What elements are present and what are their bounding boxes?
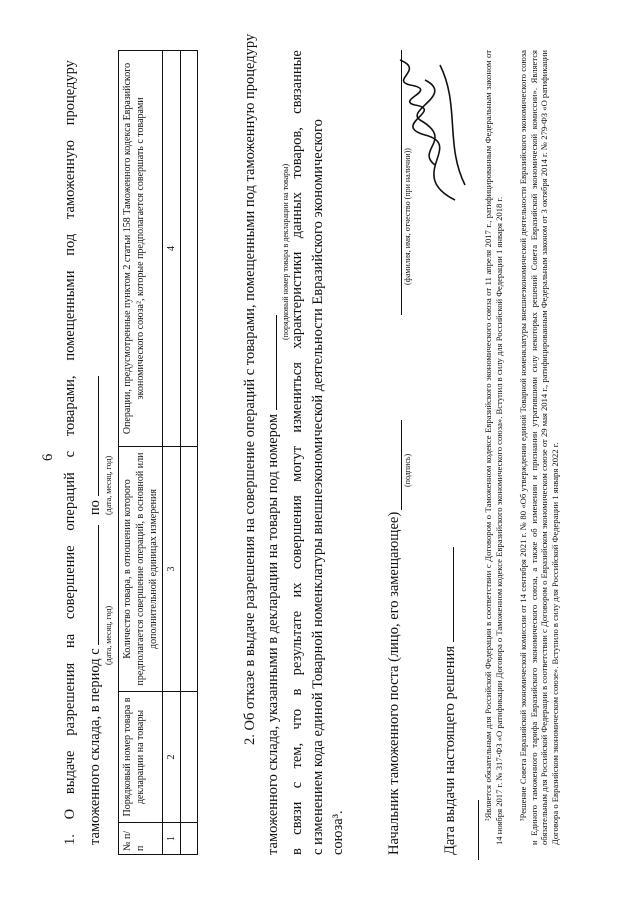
word: О (62, 808, 78, 820)
table-column-number-row (163, 51, 181, 855)
name-hint: (фамилия, имя, отчество (при наличии)) (403, 148, 412, 285)
table-cell[interactable] (181, 51, 198, 447)
word: могут (289, 445, 305, 482)
word: связанные (289, 50, 305, 114)
column-number: 4 (163, 51, 181, 447)
date-issue-field[interactable] (441, 547, 454, 642)
signature-title: Начальник таможенного поста (лицо, его замещающее) (386, 511, 402, 855)
word: результате (289, 610, 305, 676)
word: в (289, 848, 305, 855)
page-number: 6 (40, 453, 56, 461)
word: характеристики (289, 251, 305, 349)
word: выдаче (62, 750, 78, 795)
word: с (62, 450, 78, 458)
word: таможенную (62, 140, 78, 219)
goods-table (118, 50, 198, 855)
word: процедуру (62, 60, 78, 126)
period-prefix: таможенного склада, в период с (87, 648, 103, 845)
date-to-field[interactable] (86, 376, 99, 496)
word: в (289, 688, 305, 696)
word: их (289, 582, 305, 598)
item-number-field[interactable] (264, 315, 277, 410)
table-cell[interactable] (181, 692, 198, 823)
section1-heading (62, 60, 79, 845)
header-number: № п/п (119, 823, 163, 855)
word: с (289, 781, 305, 789)
word: помещенными (62, 270, 78, 361)
word: тем, (289, 742, 305, 769)
footnote-divider (478, 800, 479, 860)
header-operations: Операции, предусмотренные пунктом 2 статьи 158 Таможенного кодекса Евразийского экономического союза², которые предполагается совершать с товарами (119, 51, 163, 447)
header-quantity: Количество товара, в отношении которого предполагается совершение операций, в основной или дополнительной единицах измерения (119, 447, 163, 692)
date-to-hint: (дата, месяц, год) (104, 455, 113, 515)
header-item-number: Порядковый номер товара в декларации на товары (119, 692, 163, 823)
word: данных (289, 191, 305, 239)
word: измениться (289, 362, 305, 433)
handwritten-signature (385, 55, 480, 205)
section2-heading: 2. Об отказе в выдаче разрешения на совершение операций с товарами, помещенными под таможенную процедуру (242, 33, 258, 745)
column-number: 1 (163, 823, 181, 855)
word: товарами, (62, 375, 78, 437)
period-po: по (87, 500, 103, 516)
word: совершения (289, 495, 305, 570)
table-cell[interactable] (181, 447, 198, 692)
date-from-hint: (дата, месяц, год) (104, 605, 113, 665)
column-number: 2 (163, 692, 181, 823)
date-issue-text: Дата выдачи настоящего решения (442, 646, 458, 855)
footnote-3: ³Решение Совета Евразийской экономической комиссии от 14 сентября 2021 г. № 80 «Об утверждении единой Товарной номенклатуры внешнеэкономической деятельности Евразийского экономического союза и Единого таможенного тарифа Евразийского экономического союза, а также об изменении и признании утратившими силу некоторых решений Совета Евразийской экономической комиссии». Является обязательным для Российской Федерации в соответствии с Договором о Евразийском экономическом союзе от 29 мая 2014 г., ратифицированным Федеральным законом от 3 октября 2014 г. № 279-ФЗ «О ратификации Договора о Евразийском экономическом союзе». Вступило в силу для Российской Федерации 1 января 2022 г. (518, 50, 560, 845)
column-number: 3 (163, 447, 181, 692)
section2-line2-text: таможенного склада, указанными в декларации на товары под номером (265, 413, 281, 855)
signature-hint: (подпись) (403, 453, 412, 487)
table-header-row (119, 51, 163, 855)
word: 1. (62, 834, 78, 845)
section2-line4: с изменением кода единой Товарной номенклатуры внешнеэкономической деятельности Евразийского экономического (310, 119, 326, 855)
section1-period-line (86, 376, 104, 845)
word: совершение (62, 545, 78, 620)
word: на (62, 633, 78, 649)
section2-line2 (264, 315, 282, 855)
word: что (289, 708, 305, 730)
table-cell[interactable] (181, 823, 198, 855)
date-issue-label (441, 547, 459, 855)
word: связи (289, 801, 305, 835)
section2-line3 (289, 50, 306, 855)
item-number-hint: (порядковый номер товара в декларации на товары) (281, 163, 290, 340)
word: под (62, 233, 78, 256)
table-row (181, 51, 198, 855)
footnote-2: ²Является обязательным для Российской Федерации в соответствии с Договором о Таможенном кодексе Евразийского экономического союза от 11 апреля 2017 г., ратифицированным Федеральным законом от 14 ноября 2017 г. № 317-ФЗ «О ратификации Договора о Таможенном кодексе Евразийского экономического союза». Вступил в силу для Российской Федерации 1 января 2018 г. (483, 50, 504, 845)
date-from-field[interactable] (86, 525, 99, 645)
section2-line5: союза³. (330, 810, 346, 855)
word: товаров, (289, 127, 305, 179)
word: разрешения (62, 662, 78, 736)
word: операций (62, 472, 78, 531)
signature-field[interactable] (389, 420, 402, 510)
